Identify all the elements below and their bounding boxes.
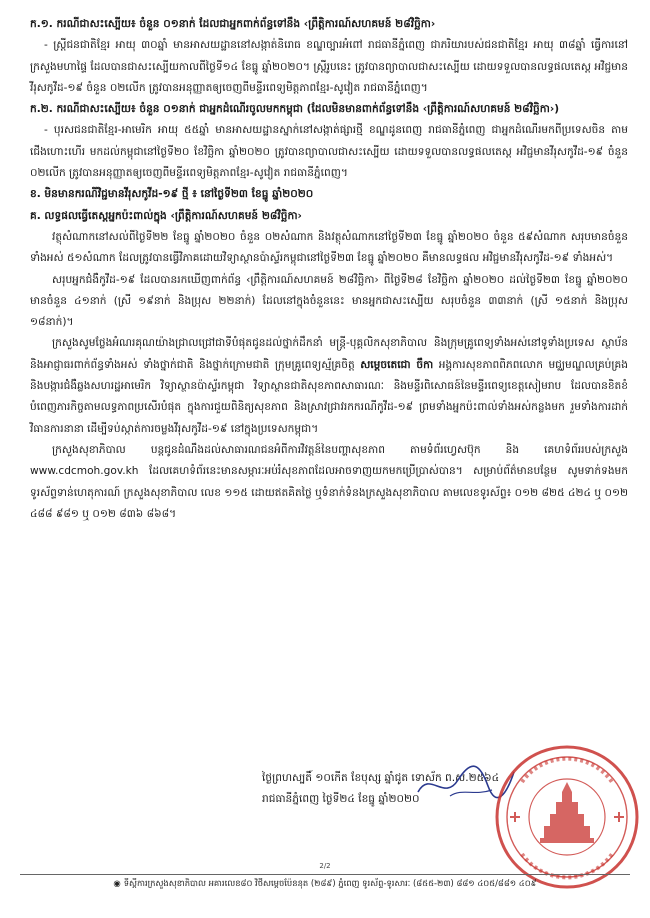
- solar-date: រាជធានីភ្នំពេញ ថ្ងៃទី២៤ ខែធ្នូ ឆ្នាំ២០២០: [262, 793, 420, 805]
- paragraph-ko-1: វត្ថុសំណាកនៅសល់ពីថ្ងៃទី២២ ខែធ្នូ ឆ្នាំ២០២០ ចំនួន ០២សំណាក និងវត្ថុសំណាកនៅថ្ងៃទី២៣ ខែធ្នូ ឆ្នាំ២០២០ ចំនួន ៥៩សំណាក សរុបមានចំនួនទាំងអស់ ៥១សំណាក ដែលត្រូវបានធ្វើវិភាគដោយវិទ្យាស្ថានប៉ាស្ទ័រកម្ពុជានៅថ្ងៃទី២៣ ខែធ្នូ ឆ្នាំ២០២០ គឺមានលទ្ធផល អវិជ្ជមានវីរុសកូវីដ-១៩ ទាំងអស់។: [30, 230, 628, 265]
- location-icon: ◉: [113, 878, 121, 888]
- lunar-date: ថ្ងៃព្រហស្បតិ៍ ១០កើត ខែបុស្ស ឆ្នាំជូត ទោស័ក ព.ស.២៥៦៤: [262, 772, 500, 784]
- footer-divider: [20, 874, 630, 875]
- footer-address-text: ទីស្តីការក្រសួងសុខាភិបាល អគារលេខ៨០ វិថីសម្ដេចប៉ែននុត (២៨៩) ភ្នំពេញ ទូរស័ព្ទ-ទូរសារៈ (៨៥៥-២៣) ៨៨១ ៤០៥/៨៨១ ៤០៩: [123, 878, 537, 888]
- paragraph-thanks: [30, 333, 628, 439]
- paragraph-ka1: - ស្ត្រីជនជាតិខ្មែរ អាយុ ៣០ឆ្នាំ មានអាសយដ្ឋាននៅសង្កាត់និរោធ ខណ្ឌច្បារអំពៅ រាជធានីភ្នំពេញ ជាភរិយារបស់ជនជាតិខ្មែរ អាយុ ៣៨ឆ្នាំ ធ្វើការនៅក្រសួងមហាផ្ទៃ ដែលបានជាសះស្បើយកាលពីថ្ងៃទី១៤ ខែធ្នូ ឆ្នាំ២០២០។ ស្ត្រីរូបនេះ ត្រូវបានព្យាបាលជាសះស្បើយ ដោយទទួលបានលទ្ធផលតេស្ត អវិជ្ជមានវីរុសកូវីដ-១៩ ចំនួន ០២លើក ត្រូវបានអនុញ្ញាតឲ្យចេញពីមន្ទីរពេទ្យមិត្តភាពខ្មែរ-សូវៀត រាជធានីភ្នំពេញ។: [30, 39, 628, 94]
- paragraph-contact: ក្រសួងសុខាភិបាល បន្តជូនដំណឹងដល់សាធារណជនអំពីការវិវត្តន៍នៃបញ្ហាសុខភាព តាមទំព័រហ្វេសប៊ុក និង គេហទំព័ររបស់ក្រសួង www.cdcmoh.gov.kh ដែលគេហទំព័រនេះមានសម្ភារៈអប់រំសុខភាពដែលអាចទាញយកមកប្រើប្រាស់បាន។ សម្រាប់ព័ត៌មានបន្ថែម សូមទាក់ទងមកទូរស័ព្ទទាន់ហេតុការណ៍ ក្រសួងសុខាភិបាល លេខ ១១៥ ដោយឥតគិតថ្លៃ ឬទំនាក់ទំនងក្រសួងសុខាភិបាល តាមលេខទូរស័ព្ទ៖ ០១២ ៨២៥ ៤២៤ ឬ ០១២ ៤៨៨ ៩៨១ ឬ ០១២ ៨៣៦ ៨៦៨។: [30, 443, 628, 520]
- paragraph-ka2: - បុរសជនជាតិខ្មែរ-អាមេរិក អាយុ ៥៥ឆ្នាំ មានអាសយដ្ឋានស្នាក់នៅសង្កាត់ផ្សារថ្មី ខណ្ឌដូនពេញ រាជធានីភ្នំពេញ ជាអ្នកដំណើរមកពីប្រទេសចិន តាមជើងហោះហើរ មកដល់កម្ពុជានៅថ្ងៃទី២០ ខែវិច្ឆិកា ឆ្នាំ២០២០ ត្រូវបានព្យាបាលជាសះស្បើយ ដោយទទួលបានលទ្ធផលតេស្ត អវិជ្ជមានវីរុសកូវីដ-១៩ ចំនួន ០២លើក ត្រូវបានអនុញ្ញាតឲ្យចេញពីមន្ទីរពេទ្យមិត្តភាពខ្មែរ-សូវៀត រាជធានីភ្នំពេញ។: [30, 124, 628, 180]
- footer-address: [20, 878, 630, 891]
- paragraph-thanks-part-a: ក្រសួងសូមថ្លែងអំណរគុណយ៉ាងជ្រាលជ្រៅជាទីបំផុតជូនដល់ថ្នាក់ដឹកនាំ មន្ត្រី-បុគ្គលិកសុខាភិបាល និងក្រុមគ្រូពេទ្យទាំងអស់នៅទូទាំងប្រទេស ស្ថាប័ន និងអាជ្ញាធរពាក់ព័ន្ធទាំងអស់ ទាំងថ្នាក់ជាតិ និងថ្នាក់ក្រោមជាតិ ក្រុមគ្រូពេទ្យស្ម័គ្រចិត្ត: [30, 337, 628, 371]
- document-body: [30, 14, 628, 525]
- paragraph-thanks-part-b: អង្គការសុខភាពពិភពលោក មជ្ឈមណ្ឌលគ្រប់គ្រង និងបង្ការជំងឺឆ្លងសហរដ្ឋអាមេរិក វិទ្យាស្ថានប៉ាស្ទ័រកម្ពុជា វិទ្យាស្ថានជាតិសុខភាពសាធារណៈ និងមន្ទីរពិសោធន៍នៃមន្ទីរពេទ្យខេត្តសៀមរាប ដែលបានខិតខំបំពេញភារកិច្ចតាមលទ្ធភាពប្រសើរបំផុត ក្នុងការជួយពិនិត្យសុខភាព និងស្រាវជ្រាវរកករណីកូវីដ-១៩ ព្រមទាំងអ្នកប៉ះពាល់ទាំងអស់កន្លងមក រួមទាំងការដាក់វិធានការនានា ដើម្បីទប់ស្កាត់ការចម្លងវីរុសកូវីដ-១៩ នៅក្នុងប្រទេសកម្ពុជា។: [30, 358, 628, 435]
- heading-ka1: ក.១. ករណីជាសះស្បើយ៖ ចំនួន ០១នាក់ ដែលជាអ្នកពាក់ព័ន្ធទៅនឹង ‹ព្រឹត្តិការណ៍សហគមន៍ ២៨វិច្ឆិកា›: [30, 18, 436, 30]
- heading-ka2: ក.២. ករណីជាសះស្បើយ៖ ចំនួន ០១នាក់ ជាអ្នកដំណើរចូលមកកម្ពុជា (ដែលមិនមានពាក់ព័ន្ធទៅនឹង ‹ព្រឹត្តិការណ៍សហគមន៍ ២៨វិច្ឆិកា›): [30, 103, 560, 116]
- heading-kha: ខ. មិនមានករណីវិជ្ជមានវីរុសកូវីដ-១៩ ថ្មី ៖ នៅថ្ងៃទី២៣ ខែធ្នូ ឆ្នាំ២០២០: [30, 188, 314, 201]
- heading-ko: គ. លទ្ធផលធ្វើតេស្តអ្នកប៉ះពាល់ក្នុង ‹ព្រឹត្តិការណ៍សហគមន៍ ២៨វិច្ឆិកា›: [30, 209, 302, 222]
- page-number: 2/2: [319, 862, 331, 870]
- paragraph-thanks-bold: សម្ដេចតេជោ ចឹកា: [360, 358, 434, 371]
- paragraph-ko-2: សរុបអ្នកជំងឺកូវីដ-១៩ ដែលបានរកឃើញពាក់ព័ន្ធ ‹ព្រឹត្តិការណ៍សហគមន៍ ២៨វិច្ឆិកា› ពីថ្ងៃទី២៨ ខែវិច្ឆិកា ឆ្នាំ២០២០ ដល់ថ្ងៃទី២៣ ខែធ្នូ ឆ្នាំ២០២០ មានចំនួន ៤១នាក់ (ស្រី ១៩នាក់ និងប្រុស ២២នាក់) ដែលនៅក្នុងចំនួននេះ មានអ្នកជាសះស្បើយ សរុបចំនួន ៣៣នាក់ (ស្រី ១៥នាក់ និងប្រុស ១៨នាក់)។: [30, 273, 628, 329]
